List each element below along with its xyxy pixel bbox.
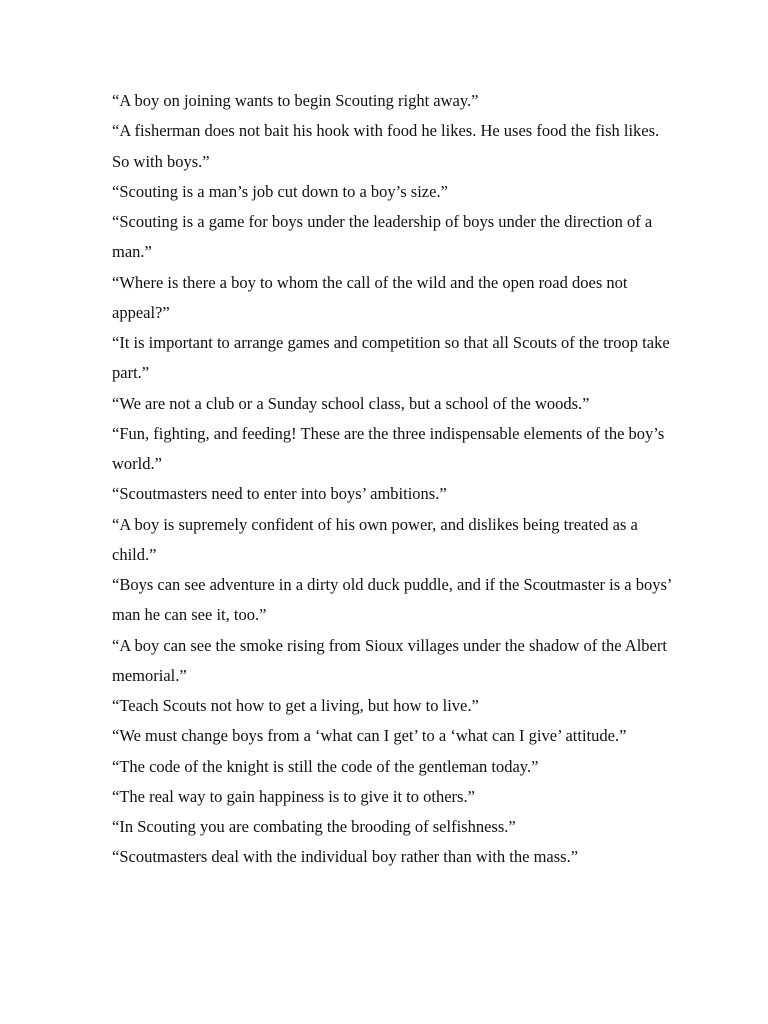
quote: “Boys can see adventure in a dirty old duck puddle, and if the Scoutmaster is a boys’ man he can see it, too.” bbox=[112, 575, 672, 625]
quote: “We are not a club or a Sunday school class, but a school of the woods.” bbox=[112, 393, 590, 413]
quote: “Where is there a boy to whom the call of the wild and the open road does not appeal?” bbox=[112, 272, 628, 322]
quote: “Scouting is a game for boys under the leadership of boys under the direction of a man.” bbox=[112, 212, 653, 262]
quote: “A fisherman does not bait his hook with food he likes. He uses food the fish likes. So with boys.” bbox=[112, 121, 660, 171]
quote: “We must change boys from a ‘what can I get’ to a ‘what can I give’ attitude.” bbox=[112, 726, 627, 746]
quote: “In Scouting you are combating the brooding of selfishness.” bbox=[112, 817, 516, 836]
quote-list bbox=[112, 86, 672, 873]
quote: “A boy on joining wants to begin Scouting right away.” bbox=[112, 91, 479, 110]
quote: “The code of the knight is still the code of the gentleman today.” bbox=[112, 756, 539, 776]
quote: “Scoutmasters need to enter into boys’ ambitions.” bbox=[112, 484, 447, 504]
quote: “The real way to gain happiness is to give it to others.” bbox=[112, 786, 475, 806]
quote: “Teach Scouts not how to get a living, but how to live.” bbox=[112, 696, 479, 715]
quote: “Scouting is a man’s job cut down to a boy’s size.” bbox=[112, 181, 448, 201]
quote: “Fun, fighting, and feeding! These are the three indispensable elements of the boy’s world.” bbox=[112, 423, 665, 473]
quote: “A boy can see the smoke rising from Sioux villages under the shadow of the Albert memorial.” bbox=[112, 635, 667, 685]
quote: “Scoutmasters deal with the individual boy rather than with the mass.” bbox=[112, 847, 579, 867]
quote: “It is important to arrange games and competition so that all Scouts of the troop take part.” bbox=[112, 333, 670, 383]
quote: “A boy is supremely confident of his own power, and dislikes being treated as a child.” bbox=[112, 514, 638, 564]
